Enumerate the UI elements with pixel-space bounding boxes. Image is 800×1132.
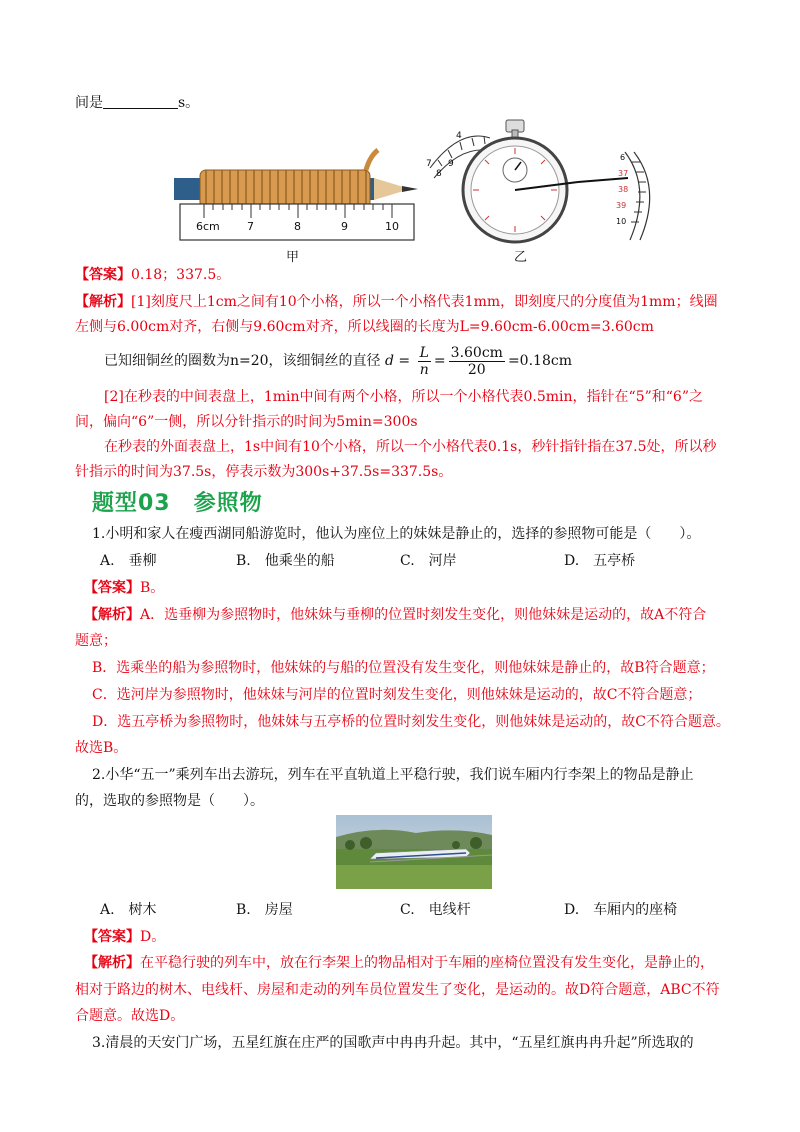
ruler-tick-6: 6cm [196,220,220,233]
ruler-tick-10: 10 [385,220,399,233]
q0-analysis-6: 针指示的时间为37.5s，停表示数为300s+37.5s=337.5s。 [75,464,453,480]
stopwatch-figure [420,118,670,248]
q1-question: 1.小明和家人在瘦西湖同船游览时，他认为座位上的妹妹是静止的，选择的参照物可能是（ ）。 [92,526,701,542]
q2-question-1: 2.小华“五一”乘列车出去游玩，列车在平直轨道上平稳行驶，我们说车厢内行李架上的物品是静止 [92,767,694,783]
q2-option-c: C. 电线杆 [400,902,471,918]
answer-blank [103,94,178,109]
q0-answer: 【答案】0.18；337.5。 [75,267,231,283]
svg-text:39: 39 [616,201,627,210]
q2-option-d: D. 车厢内的座椅 [564,902,678,918]
q2-analysis-2: 相对于路边的树木、电线杆、房屋和走动的列车员位置发生了变化，是运动的。故D符合题意，ABC不符 [75,982,720,998]
q1-option-a: A. 垂柳 [100,553,157,569]
svg-text:10: 10 [616,217,627,226]
svg-text:7: 7 [426,159,432,169]
q0-analysis-1: 【解析】[1]刻度尺上1cm之间有10个小格，所以一个小格代表1mm，即刻度尺的分度值为1mm；线圈 [75,294,718,310]
ruler-tick-9: 9 [341,220,348,233]
copper-coil [200,170,370,208]
q2-question-2: 的，选取的参照物是（ ）。 [75,793,264,809]
q1-option-b: B. 他乘坐的船 [236,553,335,569]
svg-text:8: 8 [436,169,442,179]
svg-text:9: 9 [448,159,454,169]
ruler-tick-8: 8 [294,220,301,233]
q0-formula-line: 已知细铜丝的圈数为n=20，该细铜丝的直径 d = $\frac{L}{n}$ = $\frac{3.60cm}{20}$ =0.18cm [104,344,572,378]
q1-analysis-2: 题意； [75,633,117,649]
q3-question: 3.清晨的天安门广场，五星红旗在庄严的国歌声中冉冉升起。其中，“五星红旗冉冉升起”所选取的 [92,1035,694,1051]
train-photo [336,815,492,889]
q1-option-c: C. 河岸 [400,553,457,569]
intro-line: 间是 s。 [75,95,200,111]
q0-analysis-4: 间，偏向“6”一侧，所以分针指示的时间为5min=300s [75,414,418,430]
q1-answer: 【答案】B。 [84,580,165,596]
q2-answer: 【答案】D。 [84,929,166,945]
q2-analysis-1: 【解析】在平稳行驶的列车中，放在行李架上的物品相对于车厢的座椅位置没有发生变化，是静止的， [84,955,714,971]
q1-analysis-5: D．选五亭桥为参照物时，他妹妹与五亭桥的位置时刻发生变化，则他妹妹是运动的，故C不符合题意。 [92,714,730,730]
svg-text:6: 6 [620,153,626,162]
figure-a-caption: 甲 [286,250,300,265]
q0-analysis-2: 左侧与6.00cm对齐，右侧与9.60cm对齐，所以线圈的长度为L=9.60cm-6.00cm=3.60cm [75,319,654,335]
q2-analysis-3: 合题意。故选D。 [75,1008,185,1024]
q0-analysis-5: 在秒表的外面表盘上，1s中间有10个小格，所以一个小格代表0.1s，秒针指针指在37.5处，所以秒 [104,439,717,455]
svg-text:37: 37 [618,169,629,178]
svg-text:38: 38 [618,185,629,194]
svg-text:4: 4 [456,131,462,141]
q2-option-a: A. 树木 [100,902,157,918]
q0-analysis-3: [2]在秒表的中间表盘上，1min中间有两个小格，所以一个小格代表0.5min，指针在“5”和“6”之 [104,389,703,405]
q1-analysis-1: 【解析】A．选垂柳为参照物时，他妹妹与垂柳的位置时刻发生变化，则他妹妹是运动的，故A不符合 [84,607,707,623]
ruler-tick-7: 7 [247,220,254,233]
q2-option-b: B. 房屋 [236,902,293,918]
section-title: 题型03 参照物 [92,491,263,516]
q1-analysis-4: C．选河岸为参照物时，他妹妹与河岸的位置时刻发生变化，则他妹妹是运动的，故C不符合题意； [92,687,702,703]
q1-analysis-3: B．选乘坐的船为参照物时，他妹妹的与船的位置没有发生变化，则他妹妹是静止的，故B符合题意； [92,660,715,676]
q1-option-d: D. 五亭桥 [564,553,636,569]
coil-ruler-figure [170,148,430,258]
figure-b-caption: 乙 [514,250,528,265]
q1-analysis-6: 故选B。 [75,740,128,756]
